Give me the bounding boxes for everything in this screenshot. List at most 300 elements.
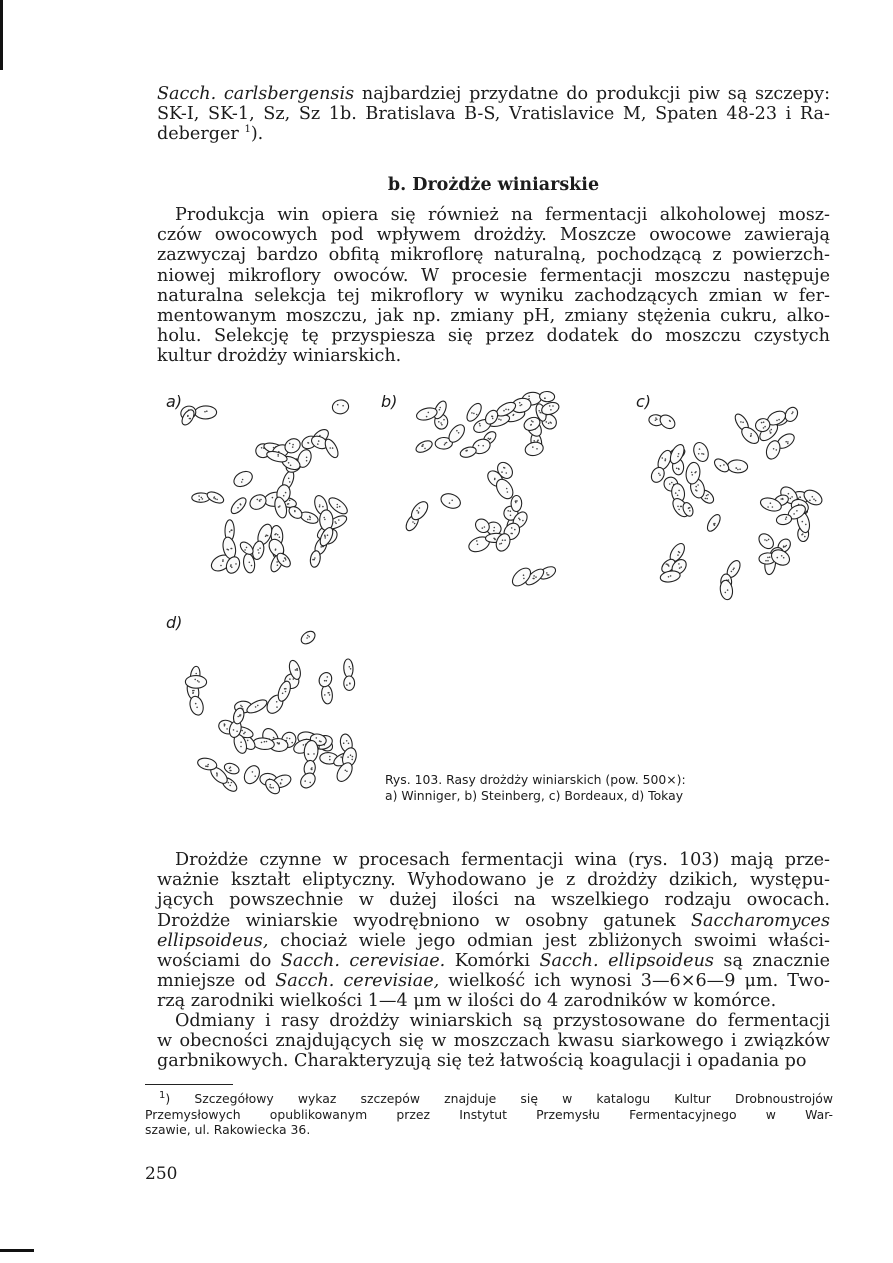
cell-granule <box>677 456 679 458</box>
cell-granule <box>229 785 231 787</box>
cell-granule <box>204 411 206 413</box>
yeast-cell <box>185 675 206 688</box>
cell-granule <box>781 555 783 557</box>
cell-granule <box>246 547 248 549</box>
cell-granule <box>324 537 326 539</box>
cell-granule <box>494 478 496 480</box>
cell-granule <box>193 692 195 694</box>
yeast-cell <box>331 399 349 415</box>
yeast-illustration-winniger <box>180 385 360 585</box>
cell-granule <box>706 495 708 497</box>
cell-granule <box>778 419 780 421</box>
cell-granule <box>277 534 279 536</box>
cell-granule <box>345 770 347 772</box>
cell-granule <box>761 422 763 424</box>
cell-granule <box>458 432 460 434</box>
cell-granule <box>780 498 782 500</box>
cell-granule <box>216 499 218 501</box>
cell-granule <box>309 516 311 518</box>
cell-granule <box>479 423 481 425</box>
cell-granule <box>493 530 495 532</box>
text-line: deberger $^1$). <box>157 124 264 145</box>
text-line: kultur drożdży winiarskich. <box>157 346 402 367</box>
cell-granule <box>306 457 308 459</box>
cell-granule <box>680 566 682 568</box>
text-line: niowej mikroflory owoców. W procesie fermentacji moszczu następuje <box>157 265 830 286</box>
cell-granule <box>440 422 442 424</box>
cell-granule <box>235 563 237 565</box>
cell-granule <box>701 453 703 455</box>
cell-granule <box>768 539 770 541</box>
cell-granule <box>471 412 473 414</box>
cell-granule <box>327 676 329 678</box>
cell-granule <box>769 430 771 432</box>
cell-granule <box>699 448 701 450</box>
cell-granule <box>800 497 802 499</box>
cell-granule <box>292 444 294 446</box>
cell-granule <box>677 495 679 497</box>
cell-granule <box>216 775 218 777</box>
yeast-cell <box>414 438 434 454</box>
cell-granule <box>346 771 348 773</box>
cell-granule <box>669 483 671 485</box>
cell-granule <box>444 444 446 446</box>
cell-granule <box>519 519 521 521</box>
cell-granule <box>264 741 266 743</box>
cell-granule <box>691 472 693 474</box>
cell-granule <box>790 498 792 500</box>
cell-granule <box>261 742 263 744</box>
cell-granule <box>812 496 814 498</box>
cell-granule <box>216 773 218 775</box>
cell-granule <box>671 482 673 484</box>
page-number: 250 <box>145 1164 178 1184</box>
cell-granule <box>309 519 311 521</box>
cell-granule <box>504 539 506 541</box>
yeast-illustration-tokay <box>180 620 365 805</box>
yeast-cell <box>343 659 353 678</box>
cell-granule <box>532 421 534 423</box>
cell-granule <box>222 560 224 562</box>
cell-granule <box>242 479 244 481</box>
cell-granule <box>476 414 478 416</box>
cell-granule <box>676 468 678 470</box>
text-line: ellipsoideus, chociaż wiele jego odmian jest zbliżonych swoimi właści- <box>157 930 830 951</box>
cell-granule <box>240 741 242 743</box>
cell-granule <box>244 549 246 551</box>
cell-granule <box>307 753 309 755</box>
cell-granule <box>277 454 279 456</box>
cell-granule <box>550 409 552 411</box>
cell-granule <box>228 782 230 784</box>
cell-granule <box>206 410 208 412</box>
caption-line: a) Winniger, b) Steinberg, c) Bordeaux, d) Tokay <box>385 788 684 803</box>
cell-granule <box>240 504 242 506</box>
panel-label-c: c) <box>636 392 652 411</box>
section-paragraph <box>157 205 830 367</box>
yeast-illustration-steinberg <box>400 385 580 585</box>
cell-granule <box>412 521 414 523</box>
cell-granule <box>548 423 550 425</box>
cell-granule <box>327 692 329 694</box>
cell-granule <box>289 738 291 740</box>
cell-granule <box>514 529 516 531</box>
cell-granule <box>229 531 231 533</box>
cell-granule <box>231 529 233 531</box>
cell-granule <box>655 419 657 421</box>
cell-granule <box>259 547 261 549</box>
cell-granule <box>802 533 804 535</box>
cell-granule <box>230 548 232 550</box>
cell-granule <box>727 589 729 591</box>
cell-granule <box>303 744 305 746</box>
cell-granule <box>766 540 768 542</box>
cell-granule <box>324 536 326 538</box>
cell-granule <box>320 741 322 743</box>
cell-granule <box>257 705 259 707</box>
cell-granule <box>237 716 239 718</box>
cell-granule <box>247 740 249 742</box>
cell-granule <box>540 412 542 414</box>
yeast-cell <box>241 763 262 786</box>
cell-granule <box>767 560 769 562</box>
cell-granule <box>230 564 232 566</box>
cell-granule <box>350 754 352 756</box>
cell-granule <box>689 507 691 509</box>
panel-label-a: a) <box>166 392 183 411</box>
cell-granule <box>695 486 697 488</box>
cell-granule <box>351 759 353 761</box>
cell-granule <box>272 497 274 499</box>
cell-granule <box>668 565 670 567</box>
cell-granule <box>240 705 242 707</box>
cell-granule <box>510 510 512 512</box>
cell-granule <box>788 493 790 495</box>
cell-granule <box>241 481 243 483</box>
cell-granule <box>348 743 350 745</box>
cell-granule <box>532 446 534 448</box>
cell-granule <box>251 565 253 567</box>
cell-granule <box>696 490 698 492</box>
text-line: Drożdże winiarskie wyodrębniono w osobny gatunek Saccharomyces <box>157 910 830 931</box>
cell-granule <box>506 472 508 474</box>
cell-granule <box>530 424 532 426</box>
yeast-illustration-bordeaux <box>640 398 822 598</box>
text-line: SK-I, SK-1, Sz, Sz 1b. Bratislava B-S, Vratislavice M, Spaten 48-23 i Ra- <box>157 104 830 125</box>
yeast-cell <box>439 491 462 511</box>
cell-granule <box>492 416 494 418</box>
text-line: czów owocowych pod wpływem drożdży. Moszcze owocowe zawierają <box>157 225 830 246</box>
cell-granule <box>240 714 242 716</box>
cell-granule <box>698 453 700 455</box>
cell-granule <box>677 554 679 556</box>
yeast-cell <box>299 629 318 647</box>
cell-granule <box>198 495 200 497</box>
yeast-cell <box>727 459 748 473</box>
cell-granule <box>456 430 458 432</box>
cell-granule <box>199 499 201 501</box>
cell-granule <box>815 500 817 502</box>
cell-granule <box>237 507 239 509</box>
cell-granule <box>307 519 309 521</box>
cell-granule <box>286 737 288 739</box>
yeast-cell <box>756 531 776 551</box>
text-line: holu. Selekcję tę przyspiesza się przez dodatek do moszczu czystych <box>157 326 830 347</box>
cell-granule <box>777 557 779 559</box>
text-line: zazwyczaj bardzo obfitą mikroflorę naturalną, pochodzącą z powierzch- <box>157 245 830 266</box>
cell-granule <box>283 495 285 497</box>
cell-granule <box>352 756 354 758</box>
cell-granule <box>449 502 451 504</box>
cell-granule <box>809 500 811 502</box>
cell-granule <box>194 679 196 681</box>
cell-granule <box>707 494 709 496</box>
yeast-cell <box>511 495 522 511</box>
cell-granule <box>308 442 310 444</box>
cell-granule <box>494 538 496 540</box>
cell-granule <box>549 405 551 407</box>
section-heading <box>157 175 830 195</box>
cell-granule <box>229 770 231 772</box>
text-line: Odmiany i rasy drożdży winiarskich są przystosowane do fermentacji <box>175 1011 830 1031</box>
cell-granule <box>767 506 769 508</box>
cell-granule <box>319 506 321 508</box>
cell-granule <box>659 474 661 476</box>
caption-line: Rys. 103. Rasy drożdży winiarskich (pow. 500×): <box>385 772 686 787</box>
cell-granule <box>346 684 348 686</box>
cell-granule <box>511 527 513 529</box>
cell-granule <box>187 415 189 417</box>
cell-granule <box>249 562 251 564</box>
text-line: mniejsze od Sacch. cerevisiae, wielkość ich wynosi 3—6×6—9 μm. Two- <box>157 971 830 992</box>
cell-granule <box>323 517 325 519</box>
cell-granule <box>275 548 277 550</box>
cell-granule <box>506 488 508 490</box>
cell-granule <box>255 706 257 708</box>
cell-granule <box>347 756 349 758</box>
cell-granule <box>280 782 282 784</box>
cell-granule <box>501 543 503 545</box>
cell-granule <box>466 450 468 452</box>
cell-granule <box>499 543 501 545</box>
cell-granule <box>195 703 197 705</box>
cell-granule <box>678 469 680 471</box>
cell-granule <box>294 510 296 512</box>
cell-granule <box>270 784 272 786</box>
cell-granule <box>229 768 231 770</box>
cell-granule <box>742 422 744 424</box>
cell-granule <box>731 571 733 573</box>
cell-granule <box>765 560 767 562</box>
cell-granule <box>510 533 512 535</box>
cell-granule <box>772 506 774 508</box>
cell-granule <box>783 545 785 547</box>
cell-granule <box>518 518 520 520</box>
cell-granule <box>349 666 351 668</box>
cell-granule <box>792 411 794 413</box>
cell-granule <box>335 523 337 525</box>
cell-granule <box>346 740 348 742</box>
cell-granule <box>776 420 778 422</box>
cell-granule <box>283 560 285 562</box>
cell-granule <box>329 447 331 449</box>
cell-granule <box>505 409 507 411</box>
cell-granule <box>477 544 479 546</box>
cell-granule <box>337 504 339 506</box>
cell-granule <box>538 410 540 412</box>
cell-granule <box>319 504 321 506</box>
cell-granule <box>197 680 199 682</box>
cell-granule <box>782 499 784 501</box>
cell-granule <box>528 395 530 397</box>
yeast-cell <box>205 490 225 506</box>
cell-granule <box>665 458 667 460</box>
cell-granule <box>241 730 243 732</box>
cell-granule <box>519 402 521 404</box>
cell-granule <box>787 441 789 443</box>
cell-granule <box>296 668 298 670</box>
cell-granule <box>793 513 795 515</box>
cell-granule <box>324 680 326 682</box>
cell-granule <box>231 782 233 784</box>
cell-granule <box>289 443 291 445</box>
cell-granule <box>522 520 524 522</box>
cell-granule <box>723 464 725 466</box>
cell-granule <box>501 471 503 473</box>
cell-granule <box>484 526 486 528</box>
cell-granule <box>773 448 775 450</box>
yeast-cell <box>539 391 555 402</box>
cell-granule <box>494 527 496 529</box>
cell-granule <box>259 500 261 502</box>
cell-granule <box>492 418 494 420</box>
cell-granule <box>796 510 798 512</box>
cell-granule <box>725 592 727 594</box>
cell-granule <box>272 787 274 789</box>
cell-granule <box>791 496 793 498</box>
cell-granule <box>306 460 308 462</box>
cell-granule <box>786 545 788 547</box>
cell-granule <box>308 636 310 638</box>
cell-granule <box>767 557 769 559</box>
cell-granule <box>531 420 533 422</box>
cell-granule <box>679 552 681 554</box>
cell-granule <box>290 465 292 467</box>
cell-granule <box>332 447 334 449</box>
cell-granule <box>804 536 806 538</box>
cell-granule <box>258 552 260 554</box>
cell-granule <box>231 567 233 569</box>
cell-granule <box>536 448 538 450</box>
cell-granule <box>418 511 420 513</box>
cell-granule <box>802 521 804 523</box>
yeast-cell <box>247 492 269 512</box>
cell-granule <box>736 467 738 469</box>
cell-granule <box>285 691 287 693</box>
cell-granule <box>277 742 279 744</box>
cell-granule <box>244 732 246 734</box>
cell-granule <box>276 706 278 708</box>
cell-granule <box>428 412 430 414</box>
cell-granule <box>503 410 505 412</box>
section-number: b. <box>387 175 407 195</box>
yeast-cell <box>317 670 334 688</box>
cell-granule <box>207 766 209 768</box>
cell-granule <box>523 574 525 576</box>
cell-granule <box>307 635 309 637</box>
yeast-cell <box>195 406 217 419</box>
cell-granule <box>329 756 331 758</box>
cell-granule <box>233 729 235 731</box>
cell-granule <box>281 779 283 781</box>
cell-granule <box>279 536 281 538</box>
cell-granule <box>813 498 815 500</box>
cell-granule <box>478 445 480 447</box>
footnote-separator <box>145 1084 233 1085</box>
cell-granule <box>750 435 752 437</box>
cell-granule <box>422 444 424 446</box>
cell-granule <box>196 707 198 709</box>
cell-granule <box>500 419 502 421</box>
cell-granule <box>678 563 680 565</box>
footnote-marker: 1 <box>159 1089 166 1101</box>
cell-granule <box>289 500 291 502</box>
cell-granule <box>195 673 197 675</box>
cell-granule <box>714 523 716 525</box>
cell-granule <box>443 419 445 421</box>
cell-granule <box>680 506 682 508</box>
cell-granule <box>515 500 517 502</box>
cell-granule <box>261 447 263 449</box>
text-line: Produkcja win opiera się również na fermentacji alkoholowej mosz- <box>175 205 830 225</box>
section-title: Drożdże winiarskie <box>412 175 600 195</box>
cell-granule <box>416 510 418 512</box>
cell-granule <box>550 422 552 424</box>
cell-granule <box>689 510 691 512</box>
text-line: Przemysłowych opublikowanym przez Instytut Przemysłu Fermentacyjnego w War- <box>145 1106 833 1122</box>
cell-granule <box>678 453 680 455</box>
body-paragraph-2 <box>157 1011 830 1072</box>
cell-granule <box>215 498 217 500</box>
cell-granule <box>438 421 440 423</box>
cell-granule <box>692 474 694 476</box>
text-line: mentowanym moszczu, jak np. zmiany pH, zmiany stężenia cukru, alko- <box>157 306 830 327</box>
yeast-cell <box>321 685 334 705</box>
cell-granule <box>694 472 696 474</box>
cell-granule <box>737 469 739 471</box>
cell-granule <box>277 564 279 566</box>
scan-edge-mark-bottom <box>0 1249 34 1252</box>
cell-granule <box>306 637 308 639</box>
cell-granule <box>284 557 286 559</box>
cell-granule <box>317 443 319 445</box>
cell-granule <box>266 741 268 743</box>
cell-granule <box>764 426 766 428</box>
cell-granule <box>240 746 242 748</box>
cell-granule <box>327 534 329 536</box>
cell-granule <box>201 497 203 499</box>
cell-granule <box>287 503 289 505</box>
cell-granule <box>482 445 484 447</box>
cell-granule <box>507 510 509 512</box>
cell-granule <box>343 742 345 744</box>
cell-granule <box>791 413 793 415</box>
footnote-ref: 1 <box>244 124 251 136</box>
cell-granule <box>656 419 658 421</box>
cell-granule <box>349 682 351 684</box>
cell-granule <box>241 706 243 708</box>
cell-granule <box>284 688 286 690</box>
